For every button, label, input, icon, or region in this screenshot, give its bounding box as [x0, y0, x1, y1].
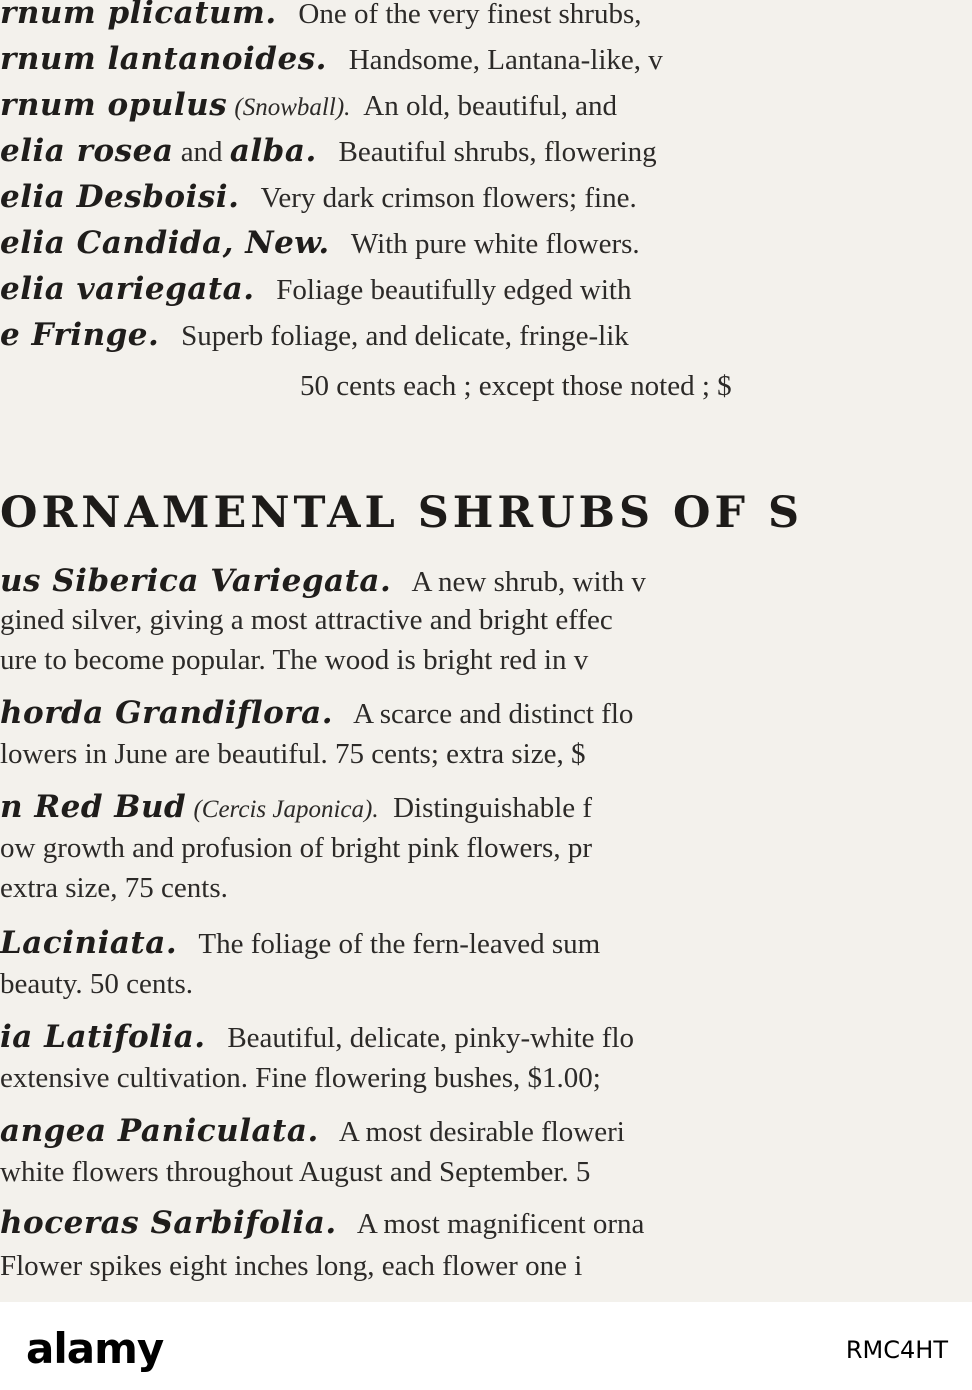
- entry-weigelia-candida: elia Candida, New. With pure white flowers.: [0, 225, 640, 261]
- entry-weigelia-rosea-alba: elia rosea and alba. Beautiful shrubs, flowering: [0, 133, 657, 169]
- entry-cornus-siberica: us Siberica Variegata. A new shrub, with v: [0, 563, 646, 599]
- price-note: 50 cents each ; except those noted ; $: [300, 370, 732, 402]
- entry-weigelia-variegata: elia variegata. Foliage beautifully edged with: [0, 271, 632, 307]
- image-code: RMC4HT: [845, 1336, 948, 1364]
- entry-line: ow growth and profusion of bright pink flowers, pr: [0, 832, 592, 864]
- entry-japan-red-bud: n Red Bud (Cercis Japonica). Distinguishable f: [0, 789, 593, 825]
- stock-footer-bar: [0, 1302, 972, 1390]
- entry-white-fringe: e Fringe. Superb foliage, and delicate, fringe-lik: [0, 317, 629, 353]
- entry-line: white flowers throughout August and September. 5: [0, 1156, 591, 1188]
- entry-line: beauty. 50 cents.: [0, 968, 194, 1000]
- section-heading: ORNAMENTAL SHRUBS OF S: [0, 488, 804, 538]
- entry-line: extra size, 75 cents.: [0, 872, 228, 904]
- entry-weigelia-desboisi: elia Desboisi. Very dark crimson flowers; fine.: [0, 179, 637, 215]
- entry-line: gined silver, giving a most attractive and bright effec: [0, 604, 613, 636]
- entry-exochorda: horda Grandiflora. A scarce and distinct flo: [0, 695, 634, 731]
- entry-kalmia-latifolia: ia Latifolia. Beautiful, delicate, pinky-white flo: [0, 1019, 635, 1055]
- entry-line: Flower spikes eight inches long, each flower one i: [0, 1250, 583, 1282]
- entry-viburnum-opulus: rnum opulus (Snowball). An old, beautiful, and: [0, 87, 617, 123]
- brand-logo: alamy: [26, 1324, 164, 1373]
- entry-line: extensive cultivation. Fine flowering bushes, $1.00;: [0, 1062, 601, 1094]
- entry-line: lowers in June are beautiful. 75 cents; extra size, $: [0, 738, 586, 770]
- entry-viburnum-lantanoides: rnum lantanoides. Handsome, Lantana-like, v: [0, 41, 663, 77]
- entry-viburnum-plicatum: rnum plicatum. One of the very finest shrubs,: [0, 0, 642, 31]
- entry-line: ure to become popular. The wood is bright red in v: [0, 644, 589, 676]
- entry-rhus-laciniata: Laciniata. The foliage of the fern-leaved sum: [0, 925, 601, 961]
- entry-hydrangea-paniculata: angea Paniculata. A most desirable floweri: [0, 1113, 625, 1149]
- entry-xanthoceras: hoceras Sarbifolia. A most magnificent orna: [0, 1205, 645, 1241]
